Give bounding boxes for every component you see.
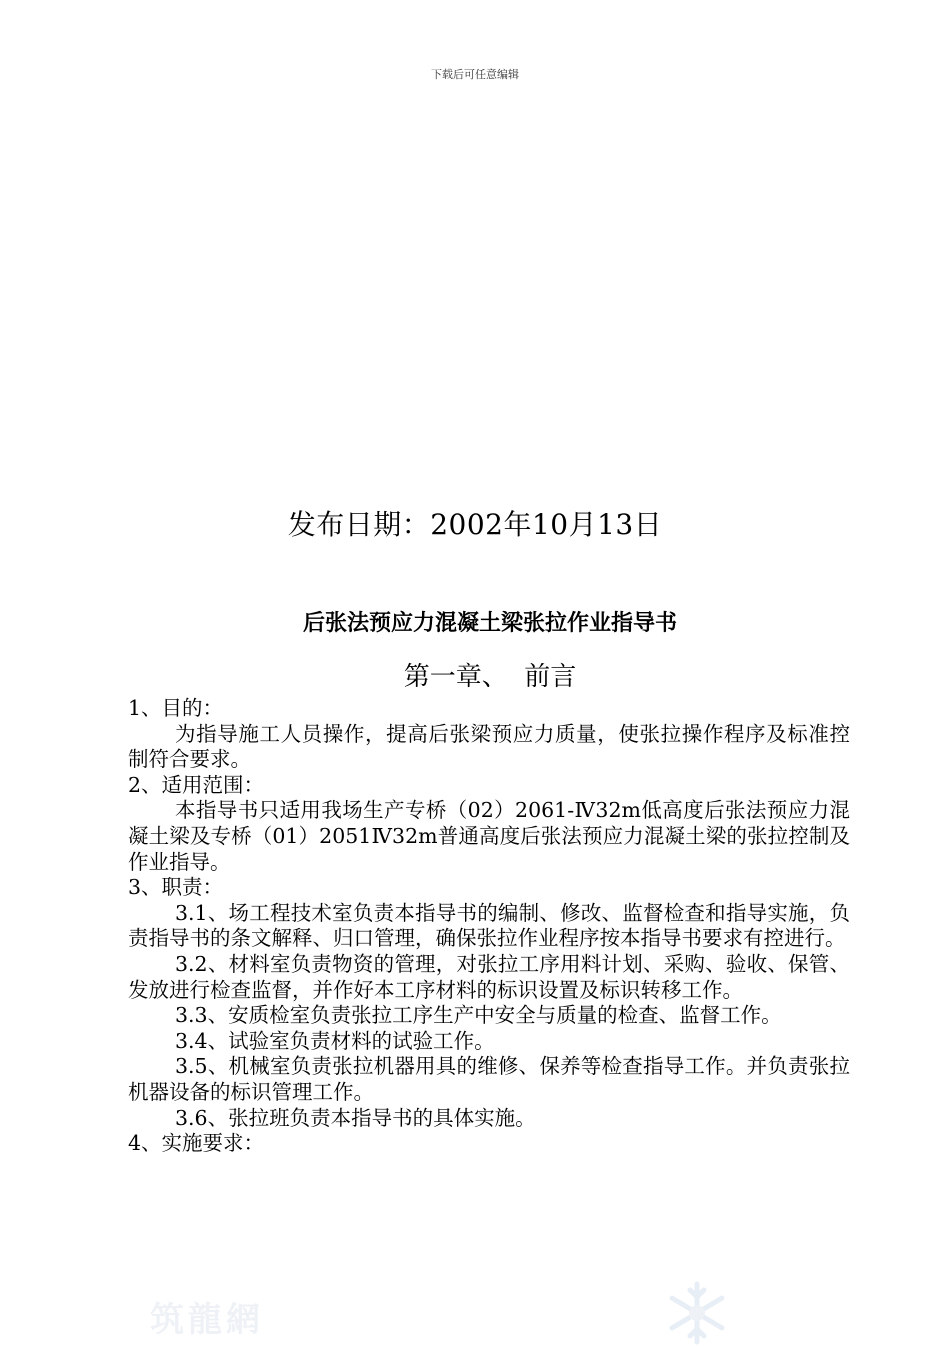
paragraph-duty-3-1: 3.1、场工程技术室负责本指导书的编制、修改、监督检查和指导实施，负责指导书的条文解释、归口管理，确保张拉作业程序按本指导书要求有控进行。 bbox=[128, 900, 850, 951]
paragraph-duty-3-5: 3.5、机械室负责张拉机器用具的维修、保养等检查指导工作。并负责张拉机器设备的标识管理工作。 bbox=[128, 1054, 850, 1104]
watermark-text: 筑龍網 bbox=[150, 1300, 264, 1340]
section-heading-requirements: 4、实施要求： bbox=[128, 1131, 265, 1156]
header-note: 下载后可任意编辑 bbox=[431, 68, 519, 81]
section-heading-duties: 3、职责： bbox=[128, 875, 224, 900]
paragraph-purpose: 为指导施工人员操作，提高后张梁预应力质量，使张拉操作程序及标准控制符合要求。 bbox=[128, 721, 850, 772]
paragraph-duty-3-4: 3.4、试验室负责材料的试验工作。 bbox=[175, 1028, 495, 1053]
document-title: 后张法预应力混凝土梁张拉作业指导书 bbox=[302, 611, 677, 636]
document-body bbox=[128, 696, 850, 1157]
section-heading-purpose: 1、目的： bbox=[128, 696, 224, 720]
paragraph-duty-3-3: 3.3、安质检室负责张拉工序生产中安全与质量的检查、监督工作。 bbox=[175, 1003, 782, 1028]
paragraph-scope: 本指导书只适用我场生产专桥（02）2061-Ⅳ32m低高度后张法预应力混凝土梁及专桥（01）2051Ⅳ32m普通高度后张法预应力混凝土梁的张拉控制及作业指导。 bbox=[128, 798, 850, 874]
paragraph-duty-3-2: 3.2、材料室负责物资的管理，对张拉工序用料计划、采购、验收、保管、发放进行检查监督，并作好本工序材料的标识设置及标识转移工作。 bbox=[128, 951, 850, 1002]
chapter-title: 第一章、 前言 bbox=[403, 662, 577, 692]
snowflake-logo-icon bbox=[662, 1278, 732, 1348]
paragraph-duty-3-6: 3.6、张拉班负责本指导书的具体实施。 bbox=[175, 1105, 536, 1130]
section-heading-scope: 2、适用范围： bbox=[128, 772, 265, 797]
release-date: 发布日期：2002年10月13日 bbox=[287, 508, 663, 541]
